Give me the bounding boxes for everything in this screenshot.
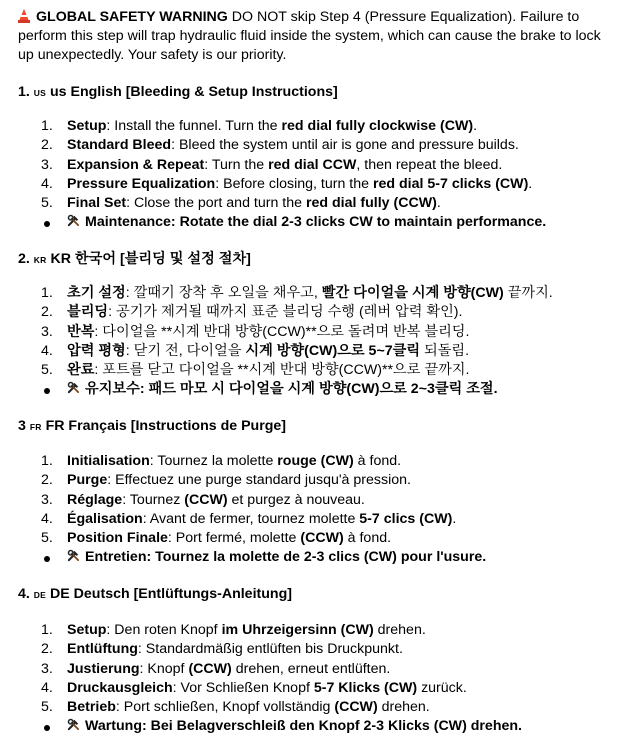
step-text: : Standardmäßig entlüften bis Druckpunkt. bbox=[137, 641, 403, 658]
step-item bbox=[18, 194, 614, 213]
section-title: us English [Bleeding & Setup Instructions] bbox=[50, 84, 338, 100]
warning-body: DO NOT skip Step 4 (Pressure Equalization). Failure to perform this step will trap hydraulic fluid inside the system, which can cause the brake to lock up unexpectedly. Your safety is our priority. bbox=[18, 9, 601, 63]
step-text: : Tournez la molette bbox=[149, 453, 278, 469]
step-item bbox=[18, 471, 614, 490]
step-text: : Install the funnel. Turn the bbox=[106, 118, 282, 134]
step-item bbox=[18, 284, 614, 303]
section-title: FR Français [Instructions de Purge] bbox=[45, 418, 287, 434]
step-item bbox=[18, 342, 614, 361]
step-tail: 끝까지. bbox=[503, 285, 553, 301]
bullet-dot bbox=[44, 556, 50, 562]
step-label: Initialisation bbox=[67, 453, 150, 469]
section-number: 4. bbox=[18, 586, 30, 602]
step-text: : Close the port and turn the bbox=[126, 195, 306, 212]
step-label: Final Set bbox=[67, 195, 127, 212]
step-emphasis: 5-7 clics (CW) bbox=[359, 510, 453, 527]
step-text: : 깔때기 장착 후 오일을 채우고, bbox=[125, 285, 322, 301]
step-text: : 공기가 제거될 때까지 표준 블리딩 수행 (레버 압력 확인). bbox=[108, 304, 463, 321]
step-emphasis: 빨간 다이얼을 시계 방향(CW) bbox=[321, 285, 504, 301]
warning-title: GLOBAL SAFETY WARNING bbox=[36, 9, 228, 25]
step-label: Égalisation bbox=[67, 510, 143, 527]
section-heading bbox=[18, 83, 338, 102]
step-label: 압력 평형 bbox=[67, 342, 126, 359]
step-label: Standard Bleed bbox=[67, 137, 172, 154]
step-emphasis: red dial 5-7 clicks (CW) bbox=[372, 175, 529, 192]
step-label: Druckausgleich bbox=[67, 679, 173, 696]
step-text: : Knopf bbox=[139, 660, 189, 677]
step-tail: et purgez à nouveau. bbox=[227, 491, 365, 508]
step-item bbox=[18, 640, 614, 659]
step-label: Betrieb bbox=[67, 699, 116, 716]
flag-badge: DE bbox=[33, 590, 47, 600]
step-emphasis: (CCW) bbox=[188, 660, 232, 677]
step-number: 3. bbox=[41, 491, 53, 508]
step-emphasis: 시계 방향(CW)으로 5~7클릭 bbox=[245, 342, 421, 359]
section-number: 2. bbox=[18, 251, 30, 267]
step-number: 5. bbox=[41, 699, 53, 716]
bullet-dot bbox=[44, 725, 50, 731]
maintenance-text: Wartung: Bei Belagverschleiß den Knopf 2-3 Klicks (CW) drehen. bbox=[85, 718, 522, 735]
step-text: : Vor Schließen Knopf bbox=[172, 679, 314, 696]
step-item bbox=[18, 679, 614, 698]
step-number: 1. bbox=[41, 622, 53, 638]
section-heading bbox=[18, 417, 286, 436]
step-number: 2. bbox=[41, 641, 53, 658]
step-number: 4. bbox=[41, 510, 53, 527]
step-tail: . bbox=[436, 195, 441, 212]
step-label: Entlüftung bbox=[67, 641, 138, 658]
step-tail: . bbox=[528, 175, 533, 192]
step-number: 3. bbox=[41, 660, 53, 677]
step-item bbox=[18, 529, 614, 548]
bullet-dot bbox=[44, 388, 50, 394]
step-item bbox=[18, 117, 614, 136]
step-number: 4. bbox=[41, 342, 53, 359]
step-number: 1. bbox=[41, 118, 53, 134]
step-number: 2. bbox=[41, 137, 53, 154]
section-number: 3 bbox=[18, 418, 26, 434]
step-emphasis: rouge (CW) bbox=[277, 453, 354, 469]
step-text: : Den roten Knopf bbox=[106, 622, 222, 638]
step-list bbox=[18, 452, 614, 568]
step-label: Setup bbox=[67, 118, 107, 134]
wrench-hammer-icon bbox=[67, 549, 80, 562]
step-emphasis: (CCW) bbox=[184, 491, 228, 508]
step-label: 반복 bbox=[67, 323, 95, 340]
wrench-hammer-icon bbox=[67, 718, 80, 731]
maintenance-text: Maintenance: Rotate the dial 2-3 clicks CW to maintain performance. bbox=[85, 214, 547, 231]
step-tail: à fond. bbox=[343, 530, 392, 547]
maintenance-item bbox=[18, 717, 614, 736]
step-number: 5. bbox=[41, 530, 53, 547]
wrench-hammer-icon bbox=[67, 381, 80, 394]
step-text: : 다이얼을 **시계 반대 방향(CCW)**으로 돌려며 반복 블리딩. bbox=[94, 323, 470, 340]
step-text: : 포트를 닫고 다이얼을 **시계 반대 방향(CCW)**으로 끝까지. bbox=[94, 362, 470, 379]
step-tail: . bbox=[452, 510, 457, 527]
document bbox=[18, 8, 614, 65]
step-text: : Effectuez une purge standard jusqu'à pression. bbox=[107, 472, 411, 489]
step-text: : Port schließen, Knopf vollständig bbox=[115, 699, 335, 716]
flag-badge: FR bbox=[29, 422, 42, 432]
step-number: 1. bbox=[41, 453, 53, 469]
step-item bbox=[18, 660, 614, 679]
section-title: KR 한국어 [블리딩 및 설정 절차] bbox=[50, 251, 251, 267]
step-item bbox=[18, 303, 614, 322]
step-label: Setup bbox=[67, 622, 107, 638]
step-label: 블리딩 bbox=[67, 304, 109, 321]
step-item bbox=[18, 175, 614, 194]
step-tail: , then repeat the bleed. bbox=[356, 156, 503, 173]
step-number: 2. bbox=[41, 304, 53, 321]
step-text: : Turn the bbox=[204, 156, 269, 173]
step-tail: drehen, erneut entlüften. bbox=[231, 660, 391, 677]
step-emphasis: red dial CCW bbox=[268, 156, 357, 173]
step-number: 3. bbox=[41, 156, 53, 173]
section-number: 1. bbox=[18, 84, 30, 100]
step-tail: drehen. bbox=[373, 622, 426, 638]
step-tail: à fond. bbox=[353, 453, 402, 469]
step-item bbox=[18, 621, 614, 640]
step-text: : Bleed the system until air is gone and pressure builds. bbox=[171, 137, 519, 154]
step-text: : Avant de fermer, tournez molette bbox=[142, 510, 360, 527]
step-item bbox=[18, 156, 614, 175]
step-emphasis: (CCW) bbox=[334, 699, 378, 716]
global-warning bbox=[18, 8, 614, 65]
section-heading bbox=[18, 250, 251, 269]
step-tail: zurück. bbox=[417, 679, 467, 696]
step-number: 4. bbox=[41, 175, 53, 192]
maintenance-text: Entretien: Tournez la molette de 2-3 clics (CW) pour l'usure. bbox=[85, 549, 487, 566]
step-item bbox=[18, 136, 614, 155]
traffic-cone-icon bbox=[18, 8, 30, 23]
step-item bbox=[18, 361, 614, 380]
step-item bbox=[18, 323, 614, 342]
section-title: DE Deutsch [Entlüftungs-Anleitung] bbox=[50, 586, 292, 602]
step-item bbox=[18, 510, 614, 529]
step-list bbox=[18, 284, 614, 400]
step-tail: drehen. bbox=[377, 699, 430, 716]
step-emphasis: red dial fully clockwise (CW) bbox=[281, 118, 474, 134]
step-label: Réglage bbox=[67, 491, 123, 508]
step-tail: . bbox=[473, 118, 478, 134]
step-text: : Port fermé, molette bbox=[167, 530, 301, 547]
flag-badge: KR bbox=[33, 255, 47, 265]
section-heading bbox=[18, 585, 292, 604]
step-item bbox=[18, 491, 614, 510]
step-label: Expansion & Repeat bbox=[67, 156, 205, 173]
step-label: 초기 설정 bbox=[67, 285, 126, 301]
step-item bbox=[18, 452, 614, 471]
step-list bbox=[18, 621, 614, 737]
wrench-hammer-icon bbox=[67, 214, 80, 227]
step-tail: 되돌림. bbox=[420, 342, 470, 359]
step-label: Purge bbox=[67, 472, 108, 489]
step-text: : Tournez bbox=[122, 491, 185, 508]
step-number: 1. bbox=[41, 285, 53, 301]
step-label: Pressure Equalization bbox=[67, 175, 216, 192]
step-number: 5. bbox=[41, 195, 53, 212]
step-emphasis: im Uhrzeigersinn (CW) bbox=[221, 622, 374, 638]
maintenance-item bbox=[18, 548, 614, 567]
step-emphasis: red dial fully (CCW) bbox=[305, 195, 437, 212]
step-number: 5. bbox=[41, 362, 53, 379]
bullet-dot bbox=[44, 221, 50, 227]
step-text: : 닫기 전, 다이얼을 bbox=[125, 342, 246, 359]
step-label: Justierung bbox=[67, 660, 140, 677]
step-label: Position Finale bbox=[67, 530, 168, 547]
maintenance-item bbox=[18, 213, 614, 232]
step-number: 2. bbox=[41, 472, 53, 489]
step-emphasis: (CCW) bbox=[300, 530, 344, 547]
flag-badge: US bbox=[33, 88, 47, 98]
step-emphasis: 5-7 Klicks (CW) bbox=[313, 679, 418, 696]
step-label: 완료 bbox=[67, 362, 95, 379]
maintenance-item bbox=[18, 380, 614, 399]
step-item bbox=[18, 698, 614, 717]
maintenance-text: 유지보수: 패드 마모 시 다이얼을 시계 방향(CW)으로 2~3클릭 조절. bbox=[85, 381, 498, 398]
step-number: 4. bbox=[41, 679, 53, 696]
step-text: : Before closing, turn the bbox=[215, 175, 373, 192]
step-number: 3. bbox=[41, 323, 53, 340]
step-list bbox=[18, 117, 614, 233]
